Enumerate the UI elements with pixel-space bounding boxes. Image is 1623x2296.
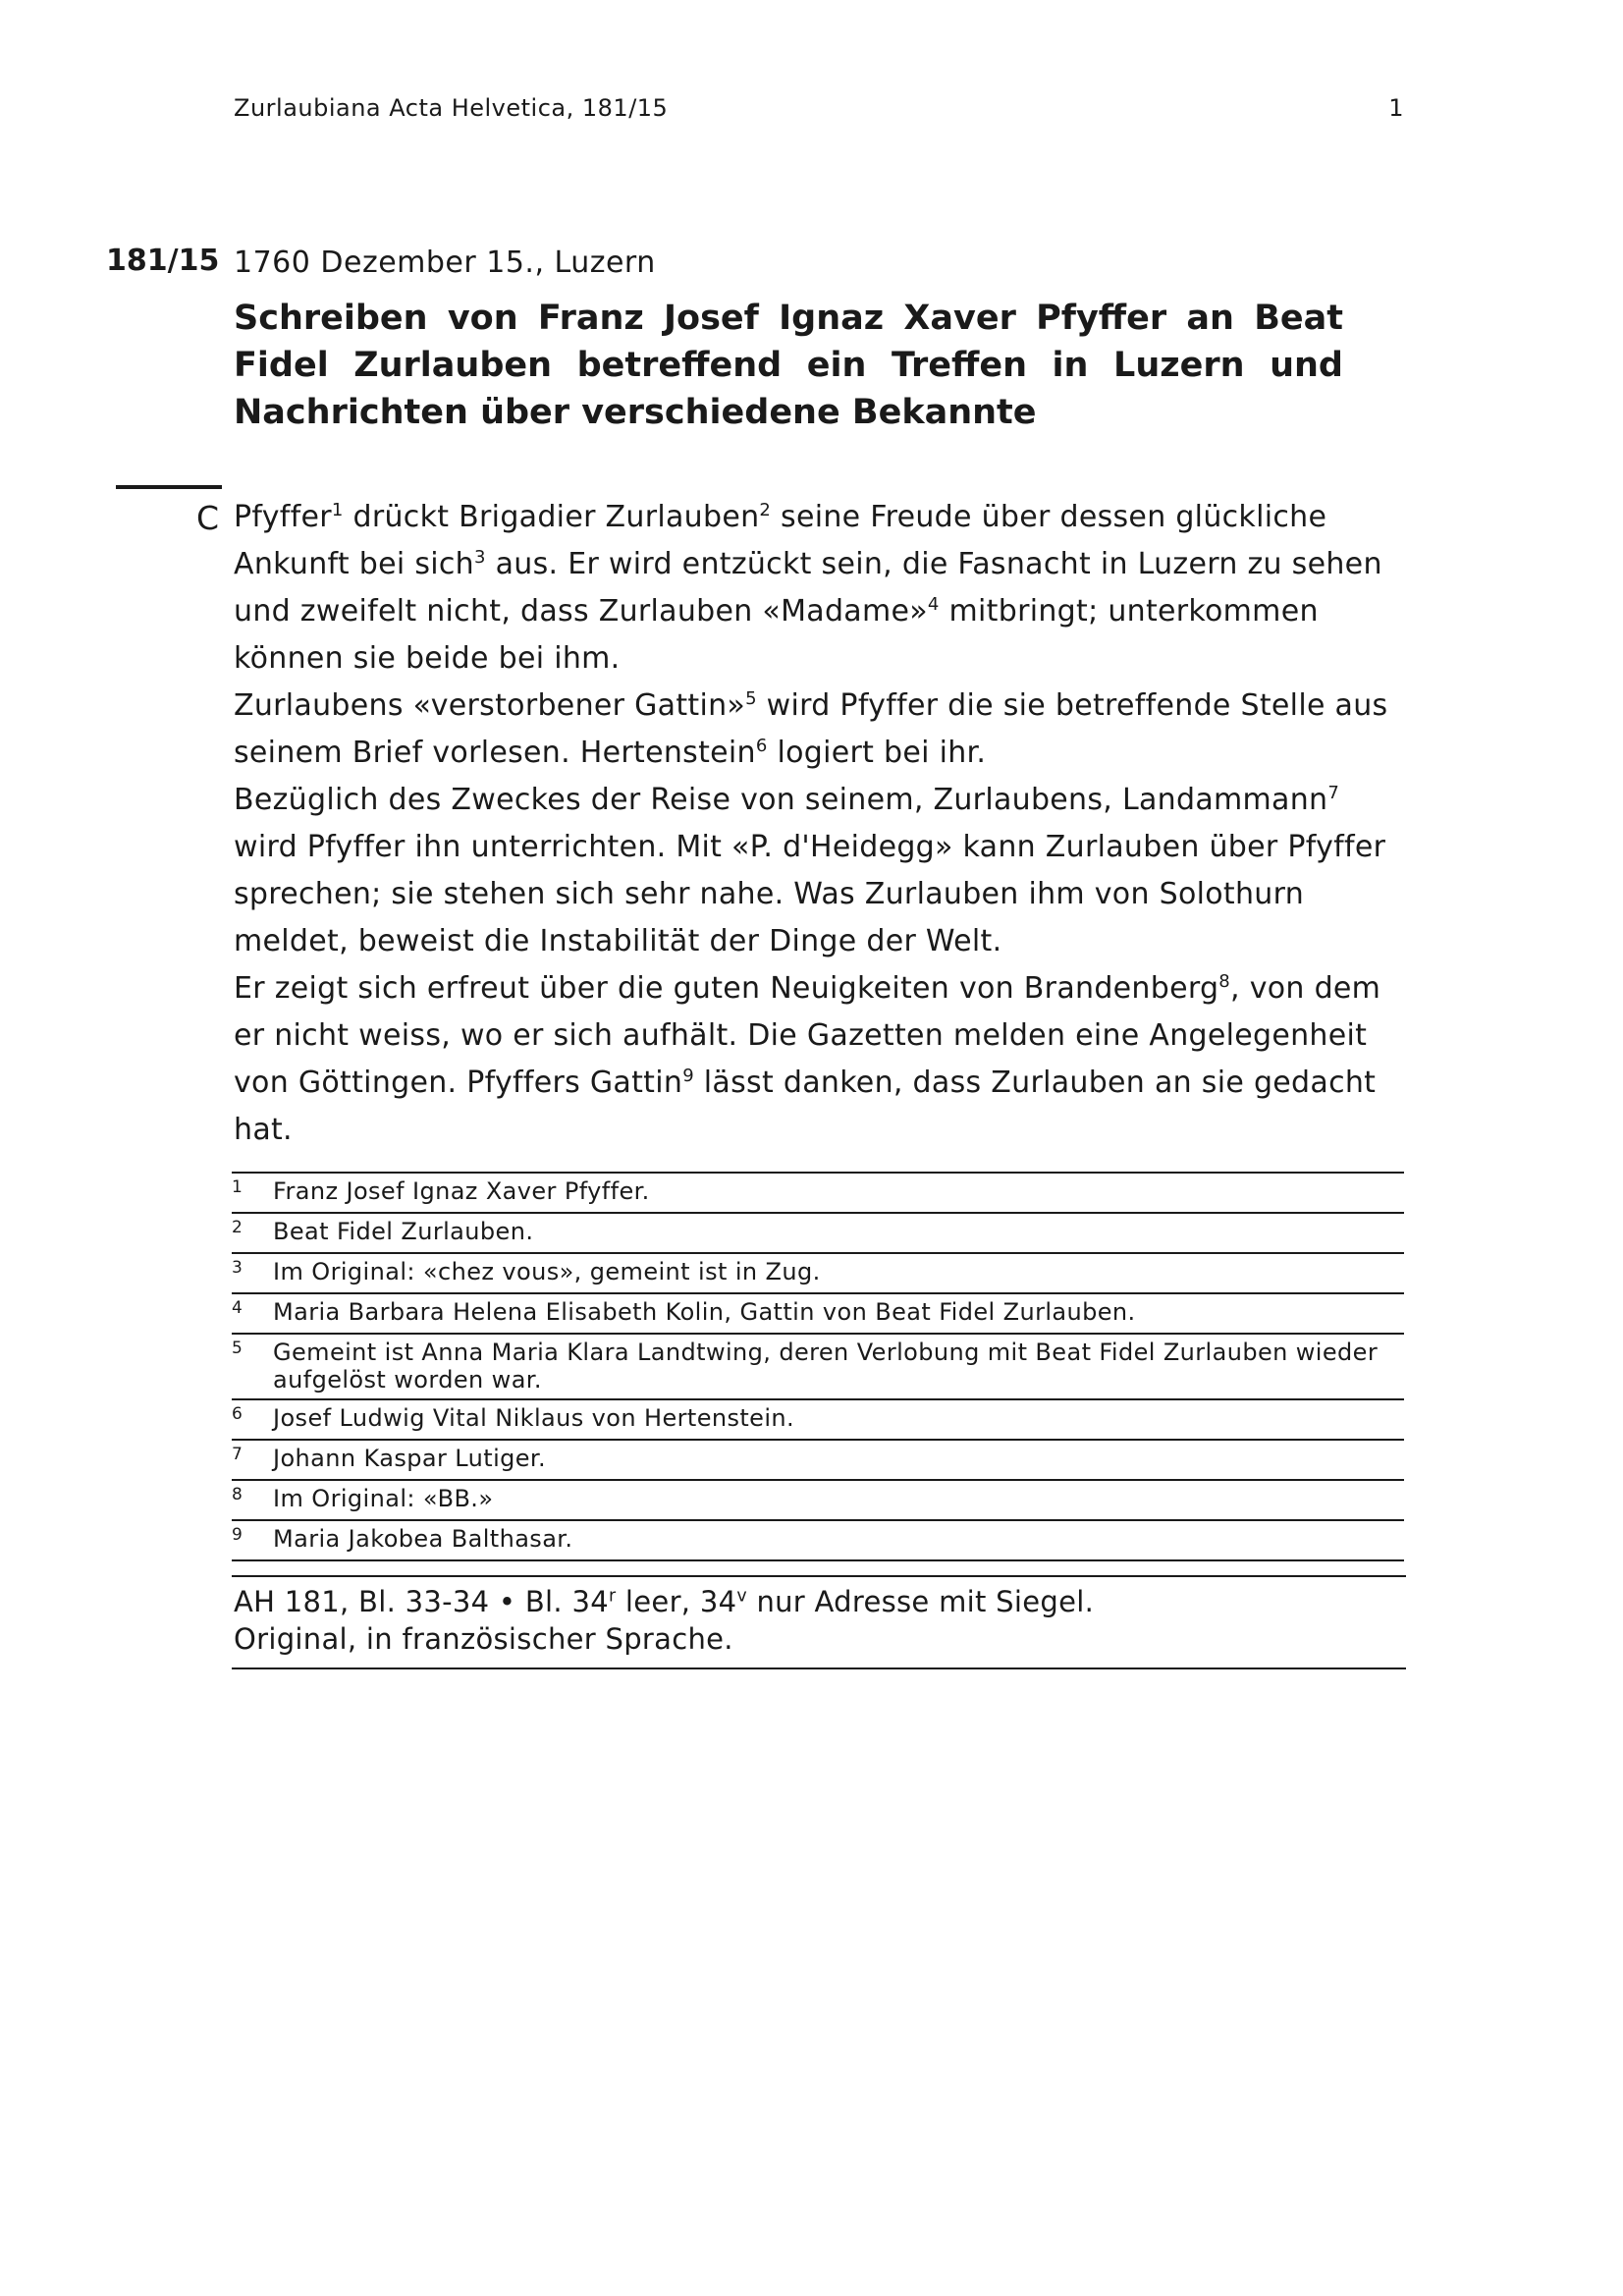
summary-paragraph-4	[234, 965, 1412, 1154]
footnote-number: 4	[232, 1298, 243, 1318]
document-type-letter: C	[196, 499, 220, 537]
footnote-text: Gemeint ist Anna Maria Klara Landtwing, deren Verlobung mit Beat Fidel Zurlauben wieder aufgelöst worden war.	[273, 1339, 1379, 1394]
footnote-item	[232, 1400, 1404, 1441]
summary-text: Bezüglich des Zweckes der Reise von seinem, Zurlaubens, Landammann	[234, 783, 1328, 817]
footnote-item	[232, 1214, 1404, 1254]
footnotes	[232, 1172, 1404, 1561]
footnote-item	[232, 1481, 1404, 1521]
footnote-ref-9[interactable]: 9	[682, 1066, 694, 1086]
footnote-text: Johann Kaspar Lutiger.	[273, 1445, 547, 1472]
document-date-place: 1760 Dezember 15., Luzern	[234, 246, 656, 280]
footnote-text: Im Original: «BB.»	[273, 1485, 494, 1512]
footnote-number: 1	[232, 1177, 243, 1197]
summary-paragraph-1	[234, 494, 1412, 683]
summary-text: Er zeigt sich erfreut über die guten Neuigkeiten von Brandenberg	[234, 971, 1219, 1006]
summary-text: , von dem er nicht weiss, wo er sich aufhält. Die Gazetten melden eine Angelegenheit von Göttingen. Pfyffers Gattin	[234, 971, 1381, 1100]
footnote-text: Im Original: «chez vous», gemeint ist in Zug.	[273, 1258, 821, 1285]
summary-text: wird Pfyffer ihn unterrichten. Mit «P. d'Heidegg» kann Zurlauben über Pfyffer sprechen; sie stehen sich sehr nahe. Was Zurlauben ihm von Solothurn meldet, beweist die Instabilität der Dinge der Welt.	[234, 830, 1386, 958]
verso-mark: v	[736, 1586, 747, 1607]
footnote-ref-5[interactable]: 5	[745, 688, 757, 709]
document-title: Schreiben von Franz Josef Ignaz Xaver Pfyffer an Beat Fidel Zurlauben betreffend ein Treffen in Luzern und Nachrichten über verschiedene Bekannte	[234, 299, 1343, 432]
summary-text: seine Freude über dessen glückliche Ankunft bei sich	[234, 500, 1327, 581]
source-line-1	[234, 1583, 1406, 1620]
footnote-number: 5	[232, 1339, 243, 1358]
source-line-2: Original, in französischer Sprache.	[234, 1622, 733, 1656]
source-text: leer, 34	[616, 1585, 737, 1618]
footnote-item	[232, 1335, 1404, 1400]
footnote-ref-1[interactable]: 1	[331, 500, 344, 520]
summary-text: logiert bei ihr.	[767, 736, 987, 770]
summary-text: Pfyffer	[234, 500, 332, 534]
summary	[234, 494, 1412, 1154]
footnote-ref-6[interactable]: 6	[755, 736, 768, 756]
source-text: nur Adresse mit Siegel.	[746, 1585, 1095, 1618]
summary-text: Zurlaubens «verstorbener Gattin»	[234, 688, 746, 723]
summary-text: lässt danken, dass Zurlauben an sie gedacht hat.	[234, 1066, 1377, 1147]
footnote-ref-7[interactable]: 7	[1327, 783, 1340, 803]
footnote-item	[232, 1254, 1404, 1294]
footnote-text: Beat Fidel Zurlauben.	[273, 1218, 534, 1245]
footnote-item	[232, 1294, 1404, 1335]
summary-paragraph-2	[234, 683, 1412, 777]
footnote-number: 6	[232, 1404, 243, 1424]
recto-mark: r	[608, 1586, 617, 1607]
footnote-ref-8[interactable]: 8	[1218, 971, 1231, 992]
running-header-title: Zurlaubiana Acta Helvetica, 181/15	[234, 94, 669, 122]
footnote-item	[232, 1441, 1404, 1481]
footnote-text: Maria Jakobea Balthasar.	[273, 1525, 573, 1553]
footnote-number: 7	[232, 1445, 243, 1464]
summary-text: mitbringt; unterkommen können sie beide bei ihm.	[234, 594, 1319, 676]
document-type-rule	[116, 485, 222, 489]
footnote-item	[232, 1174, 1404, 1214]
footnote-number: 2	[232, 1218, 243, 1237]
footnote-number: 3	[232, 1258, 243, 1278]
document-number: 181/15	[106, 244, 220, 278]
footnote-ref-3[interactable]: 3	[474, 547, 486, 568]
page-number: 1	[1388, 94, 1404, 122]
summary-text: wird Pfyffer die sie betreffende Stelle aus seinem Brief vorlesen. Hertenstein	[234, 688, 1388, 770]
footnote-ref-2[interactable]: 2	[759, 500, 772, 520]
source-note	[232, 1575, 1406, 1669]
footnote-number: 8	[232, 1485, 243, 1504]
summary-paragraph-3	[234, 777, 1412, 965]
footnote-text: Maria Barbara Helena Elisabeth Kolin, Gattin von Beat Fidel Zurlauben.	[273, 1298, 1136, 1326]
footnote-text: Franz Josef Ignaz Xaver Pfyffer.	[273, 1177, 650, 1205]
footnote-text: Josef Ludwig Vital Niklaus von Hertenstein.	[273, 1404, 795, 1432]
source-text: AH 181, Bl. 33-34 • Bl. 34	[234, 1585, 609, 1618]
footnote-ref-4[interactable]: 4	[927, 594, 940, 615]
summary-text: aus. Er wird entzückt sein, die Fasnacht in Luzern zu sehen und zweifelt nicht, dass Zurlauben «Madame»	[234, 547, 1382, 629]
footnote-number: 9	[232, 1525, 243, 1545]
summary-text: drückt Brigadier Zurlauben	[343, 500, 760, 534]
running-header	[234, 94, 1404, 122]
footnote-item	[232, 1521, 1404, 1561]
